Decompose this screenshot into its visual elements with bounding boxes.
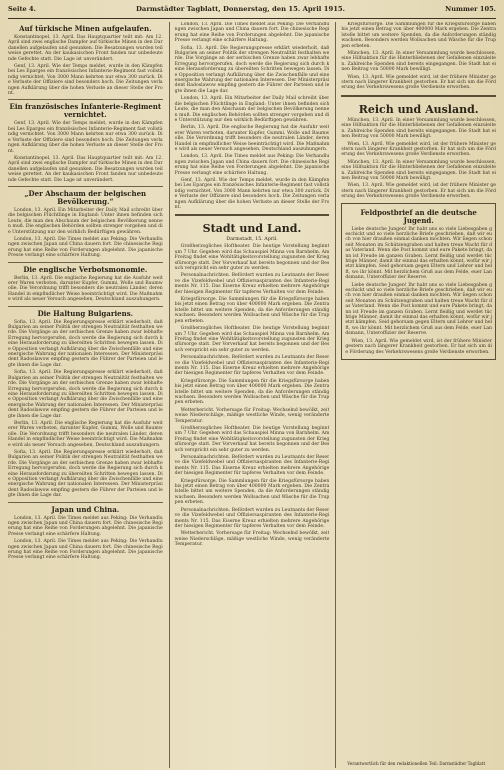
- article-text: Wien, 13. April. Wie gemeldet wird, ist der frühere Minister gestern nach längerer Krankheit gestorben. Er hat sich um die Förderung des Verkehrswesens große Verdienste erworben.: [341, 183, 497, 200]
- divider: [341, 95, 496, 97]
- imprint: Verantwortlich für den redaktionellen Teil: Darmstädter Tagblatt: [347, 761, 486, 766]
- masthead: [8, 5, 496, 19]
- article-text: Liebe deutsche Jungen! Ihr habt uns so viele Liebesgaben geschickt und so viele herzliche Briefe geschrieben, daß wir euch von hier draußen einmal danken möchten. Wir liegen schon seit Monaten im Schützengraben und halten treue Wacht für das Vaterland. Wenn die Post kommt und eure Pakete bringt, dann ist Freude im ganzen Graben. Lernt fleißig und werdet tüchtige Männer, damit ihr einmal das erhalten könnt, wofür wir jetzt kämpfen. Seid gehorsam gegen Eltern und Lehrer und helft, wo ihr könnt. Mit herzlichem Gruß aus dem Felde, euer Landsmann, Unteroffizier der Reserve.: [345, 226, 493, 281]
- divider: [8, 99, 163, 100]
- headline-belgian: „Der Abschaum der belgischen Bevölkerung.“: [24, 188, 147, 206]
- article-text: Berlin, 13. April. Die englische Regierung hat die Ausfuhr weiterer Waren verboten, darunter Kupfer, Gummi, Wolle und Baumwolle. Die Verordnung trifft besonders die neutralen Länder, deren Handel in empfindlicher Weise beeinträchtigt wird. Die Maßnahme wird als neuer Versuch angesehen, Deutschland auszuhungern.: [8, 420, 163, 448]
- article-text: München, 13. April. In einer Versammlung wurde beschlossen, eine Hilfsaktion für die Hinterbliebenen der Gefallenen einzuleiten. Zahlreiche Spenden sind bereits eingegangen. Die Stadt hat einen Beitrag von 50000 Mark bewilligt.: [341, 117, 497, 140]
- article-text: Konstantinopel, 13. April. Das Hauptquartier teilt mit: Am 12. April sind zwei englische Dampfer auf türkische Minen in den Dardanellen aufgelaufen und gesunken. Die Besatzungen wurden teilweise gerettet. An der kaukasischen Front fanden nur unbedeutende Gefechte statt. Die Lage ist unverändert.: [8, 35, 163, 62]
- article-text: Personalnachrichten. Befördert wurden zu Leutnants der Reserve die Vizefeldwebel und Offiziersaspiranten des Infanterie-Regiments Nr. 115. Das Eiserne Kreuz erhielten mehrere Angehörige der hiesigen Regimenter für tapferes Verhalten vor dem Feinde.: [174, 455, 330, 477]
- article-text: London, 13. April. Die Times meldet aus Peking: Die Verhandlungen zwischen Japan und China dauern fort. Die chinesische Regierung hat eine Reihe von Forderungen abgelehnt. Die japanische Presse verlangt eine schärfere Haltung.: [8, 515, 163, 537]
- article-text: Großherzogliches Hoftheater. Die heutige Vorstellung beginnt um 7 Uhr. Gegeben wird das Schauspiel Minna von Barnhelm. Am Freitag findet eine Wohltätigkeitsvorstellung zugunsten der Kriegsfürsorge statt. Der Vorverkauf hat bereits begonnen und der Besuch verspricht ein sehr guter zu werden.: [174, 326, 330, 353]
- article-text: Berlin, 13. April. Die englische Regierung hat die Ausfuhr weiterer Waren verboten, darunter Kupfer, Gummi, Wolle und Baumwolle. Die Verordnung trifft besonders die neutralen Länder, deren Handel in empfindlicher Weise beeinträchtigt wird. Die Maßnahme wird als neuer Versuch angesehen, Deutschland auszuhungern.: [174, 125, 330, 152]
- headline-regiment: Ein französisches Infanterie-Regiment vernichtet.: [9, 102, 162, 120]
- article-text: Sofia, 13. April. Die Regierungspresse erklärt wiederholt, daß Bulgarien an seiner Politik der strengen Neutralität festhalten werde. Die Vorgänge an der serbischen Grenze haben zwar lebhafte Erregung hervorgerufen, doch werde die Regierung sich durch keine Herausforderung zu übereilten Schritten bewegen lassen. Die Opposition verlangt Aufklärung über die Zwischenfälle und eine energische Wahrung der nationalen Interessen. Der Ministerpräsident Radoslawow empfing gestern die Führer der Parteien und legte ihnen die Lage dar.: [8, 449, 163, 499]
- article-text: Wien, 13. April. Wie gemeldet wird, ist der frühere Minister gestern nach längerer Krankheit gestorben. Er hat sich um die Förderung des Verkehrswesens große Verdienste erworben.: [341, 141, 497, 158]
- article-text: Sofia, 13. April. Die Regierungspresse erklärt wiederholt, daß Bulgarien an seiner Politik der strengen Neutralität festhalten werde. Die Vorgänge an der serbischen Grenze haben zwar lebhafte Erregung hervorgerufen, doch werde die Regierung sich durch keine Herausforderung zu übereilten Schritten bewegen lassen. Die Opposition verlangt Aufklärung über die Zwischenfälle und eine energische Wahrung der nationalen Interessen. Der Ministerpräsident Radoslawow empfing gestern die Führer der Parteien und legte ihnen die Lage dar.: [8, 319, 163, 368]
- article-text: London, 13. April. Ein Mitarbeiter der Daily Mail schreibt über die belgischen Flüchtlinge in England: Unter ihnen befinden sich Leute, die man den Abschaum der belgischen Bevölkerung nennen muß. Die englischen Behörden sollten strenger vorgehen und die Unterstützung nur den wirklich Bedürftigen gewähren.: [174, 96, 330, 123]
- article-text: Personalnachrichten. Befördert wurden zu Leutnants der Reserve die Vizefeldwebel und Offiziersaspiranten des Infanterie-Regiments Nr. 115. Das Eiserne Kreuz erhielten mehrere Angehörige der hiesigen Regimenter für tapferes Verhalten vor dem Feinde.: [174, 273, 330, 295]
- divider: [8, 262, 163, 263]
- headline-bulgaria: Die Haltung Bulgariens.: [37, 308, 134, 318]
- divider: [8, 186, 163, 187]
- issue-number: Nummer 105.: [445, 5, 496, 13]
- article-text: London, 13. April. Die Times meldet aus Peking: Die Verhandlungen zwischen Japan und China dauern fort. Die chinesische Regierung hat eine Reihe von Forderungen abgelehnt. Die japanische Presse verlangt eine schärfere Haltung.: [8, 539, 163, 561]
- article-text: London, 13. April. Die Times meldet aus Peking: Die Verhandlungen zwischen Japan und China dauern fort. Die chinesische Regierung hat eine Reihe von Forderungen abgelehnt. Die japanische Presse verlangt eine schärfere Haltung.: [174, 154, 330, 176]
- article-text: Sofia, 13. April. Die Regierungspresse erklärt wiederholt, daß Bulgarien an seiner Politik der strengen Neutralität festhalten werde. Die Vorgänge an der serbischen Grenze haben zwar lebhafte Erregung hervorgerufen, doch werde die Regierung sich durch keine Herausforderung zu übereilten Schritten bewegen lassen. Die Opposition verlangt Aufklärung über die Zwischenfälle und eine energische Wahrung der nationalen Interessen. Der Ministerpräsident Radoslawow empfing gestern die Führer der Parteien und legte ihnen die Lage dar.: [174, 45, 330, 94]
- article-text: Genf, 13. April. Wie der Temps meldet, wurde in den Kämpfen bei Les Eparges ein französisches Infanterie-Regiment fast vollständig vernichtet. Von 3000 Mann kehrten nur etwa 300 zurück. Die Verluste der Offiziere sind besonders hoch. Die Zeitungen verlangen Aufklärung über die hohen Verluste an dieser Stelle der Front.: [174, 177, 330, 210]
- section-heading-reich-und-ausland: Reich und Ausland.: [358, 102, 479, 116]
- article-text: Kriegsfürsorge. Die Sammlungen für die Kriegsfürsorge haben bis jetzt einen Betrag von über 400000 Mark ergeben. Die Zentralstelle bittet um weitere Spenden, da die Anforderungen ständig wachsen. Besonders werden Wollsachen und Wäsche für die Truppen erbeten.: [174, 378, 330, 406]
- article-text: Personalnachrichten. Befördert wurden zu Leutnants der Reserve die Vizefeldwebel und Offiziersaspiranten des Infanterie-Regiments Nr. 115. Das Eiserne Kreuz erhielten mehrere Angehörige der hiesigen Regimenter für tapferes Verhalten vor dem Feinde.: [174, 355, 330, 377]
- article-text: Wetterbericht. Vorhersage für Freitag: Wechselnd bewölkt, zeitweise Niederschläge, mäßige westliche Winde, wenig veränderte Temperatur.: [174, 407, 330, 424]
- article-text: Kriegsfürsorge. Die Sammlungen für die Kriegsfürsorge haben bis jetzt einen Betrag von über 400000 Mark ergeben. Die Zentralstelle bittet um weitere Spenden, da die Anforderungen ständig wachsen. Besonders werden Wollsachen und Wäsche für die Truppen erbeten.: [174, 297, 330, 324]
- divider: [8, 502, 163, 503]
- article-text: Kriegsfürsorge. Die Sammlungen für die Kriegsfürsorge haben bis jetzt einen Betrag von über 400000 Mark ergeben. Die Zentralstelle bittet um weitere Spenden, da die Anforderungen ständig wachsen. Besonders werden Wollsachen und Wäsche für die Truppen erbeten.: [174, 478, 330, 506]
- article-text: Berlin, 13. April. Die englische Regierung hat die Ausfuhr weiterer Waren verboten, darunter Kupfer, Gummi, Wolle und Baumwolle. Die Verordnung trifft besonders die neutralen Länder, deren Handel in empfindlicher Weise beeinträchtigt wird. Die Maßnahme wird als neuer Versuch angesehen, Deutschland auszuhungern.: [8, 275, 163, 303]
- article-text: London, 13. April. Die Times meldet aus Peking: Die Verhandlungen zwischen Japan und China dauern fort. Die chinesische Regierung hat eine Reihe von Forderungen abgelehnt. Die japanische Presse verlangt eine schärfere Haltung.: [174, 22, 330, 44]
- column-2: [169, 22, 330, 768]
- dateline: Darmstadt, 15. April.: [226, 237, 278, 243]
- article-text: London, 13. April. Die Times meldet aus Peking: Die Verhandlungen zwischen Japan und China dauern fort. Die chinesische Regierung hat eine Reihe von Forderungen abgelehnt. Die japanische Presse verlangt eine schärfere Haltung.: [8, 236, 163, 259]
- article-text: Wetterbericht. Vorhersage für Freitag: Wechselnd bewölkt, zeitweise Niederschläge, mäßige westliche Winde, wenig veränderte Temperatur.: [174, 531, 330, 548]
- article-text: Kriegsfürsorge. Die Sammlungen für die Kriegsfürsorge haben bis jetzt einen Betrag von über 400000 Mark ergeben. Die Zentralstelle bittet um weitere Spenden, da die Anforderungen ständig wachsen. Besonders werden Wollsachen und Wäsche für die Truppen erbeten.: [341, 22, 497, 49]
- article-text: München, 13. April. In einer Versammlung wurde beschlossen, eine Hilfsaktion für die Hinterbliebenen der Gefallenen einzuleiten. Zahlreiche Spenden sind bereits eingegangen. Die Stadt hat einen Beitrag von 50000 Mark bewilligt.: [341, 51, 497, 73]
- article-text: Genf, 13. April. Wie der Temps meldet, wurde in den Kämpfen bei Les Eparges ein französisches Infanterie-Regiment fast vollständig vernichtet. Von 3000 Mann kehrten nur etwa 300 zurück. Die Verluste der Offiziere sind besonders hoch. Die Zeitungen verlangen Aufklärung über die hohen Verluste an dieser Stelle der Front.: [8, 121, 163, 154]
- article-text: Personalnachrichten. Befördert wurden zu Leutnants der Reserve die Vizefeldwebel und Offiziersaspiranten des Infanterie-Regiments Nr. 115. Das Eiserne Kreuz erhielten mehrere Angehörige der hiesigen Regimenter für tapferes Verhalten vor dem Feinde.: [174, 507, 330, 529]
- divider: [8, 306, 163, 307]
- column-3: [335, 22, 496, 768]
- article-text: Sofia, 13. April. Die Regierungspresse erklärt wiederholt, daß Bulgarien an seiner Politik der strengen Neutralität festhalten werde. Die Vorgänge an der serbischen Grenze haben zwar lebhafte Erregung hervorgerufen, doch werde die Regierung sich durch keine Herausforderung zu übereilten Schritten bewegen lassen. Die Opposition verlangt Aufklärung über die Zwischenfälle und eine energische Wahrung der nationalen Interessen. Der Ministerpräsident Radoslawow empfing gestern die Führer der Parteien und legte ihnen die Lage dar.: [8, 370, 163, 419]
- article-text: Konstantinopel, 13. April. Das Hauptquartier teilt mit: Am 12. April sind zwei englische Dampfer auf türkische Minen in den Dardanellen aufgelaufen und gesunken. Die Besatzungen wurden teilweise gerettet. An der kaukasischen Front fanden nur unbedeutende Gefechte statt. Die Lage ist unverändert.: [8, 155, 163, 183]
- headline-japan-china: Japan und China.: [51, 504, 120, 514]
- article-text: Liebe deutsche Jungen! Ihr habt uns so viele Liebesgaben geschickt und so viele herzliche Briefe geschrieben, daß wir euch von hier draußen einmal danken möchten. Wir liegen schon seit Monaten im Schützengraben und halten treue Wacht für das Vaterland. Wenn die Post kommt und eure Pakete bringt, dann ist Freude im ganzen Graben. Lernt fleißig und werdet tüchtige Männer, damit ihr einmal das erhalten könnt, wofür wir jetzt kämpfen. Seid gehorsam gegen Eltern und Lehrer und helft, wo ihr könnt. Mit herzlichem Gruß aus dem Felde, euer Landsmann, Unteroffizier der Reserve.: [345, 282, 493, 337]
- headline-turkish-mines: Auf türkische Minen aufgelaufen.: [19, 24, 152, 33]
- article-text: Großherzogliches Hoftheater. Die heutige Vorstellung beginnt um 7 Uhr. Gegeben wird das Schauspiel Minna von Barnhelm. Am Freitag findet eine Wohltätigkeitsvorstellung zugunsten der Kriegsfürsorge statt. Der Vorverkauf hat bereits begonnen und der Besuch verspricht ein sehr guter zu werden.: [174, 426, 330, 453]
- page-number: Seite 4.: [8, 5, 36, 13]
- article-text: Großherzogliches Hoftheater. Die heutige Vorstellung beginnt um 7 Uhr. Gegeben wird das Schauspiel Minna von Barnhelm. Am Freitag findet eine Wohltätigkeitsvorstellung zugunsten der Kriegsfürsorge statt. Der Vorverkauf hat bereits begonnen und der Besuch verspricht ein sehr guter zu werden.: [174, 244, 330, 272]
- article-text: London, 13. April. Ein Mitarbeiter der Daily Mail schreibt über die belgischen Flüchtlinge in England: Unter ihnen befinden sich Leute, die man den Abschaum der belgischen Bevölkerung nennen muß. Die englischen Behörden sollten strenger vorgehen und die Unterstützung nur den wirklich Bedürftigen gewähren.: [8, 207, 163, 235]
- section-heading-stadt-und-land: Stadt und Land.: [202, 222, 302, 236]
- feldpost-box: [341, 203, 496, 360]
- column-1: [8, 22, 163, 768]
- article-text: München, 13. April. In einer Versammlung wurde beschlossen, eine Hilfsaktion für die Hinterbliebenen der Gefallenen einzuleiten. Zahlreiche Spenden sind bereits eingegangen. Die Stadt hat einen Beitrag von 50000 Mark bewilligt.: [341, 159, 497, 181]
- newspaper-title: Darmstädter Tagblatt, Donnerstag, den 15. April 1915.: [136, 5, 346, 13]
- article-text: Genf, 13. April. Wie der Temps meldet, wurde in den Kämpfen bei Les Eparges ein französisches Infanterie-Regiment fast vollständig vernichtet. Von 3000 Mann kehrten nur etwa 300 zurück. Die Verluste der Offiziere sind besonders hoch. Die Zeitungen verlangen Aufklärung über die hohen Verluste an dieser Stelle der Front.: [8, 64, 163, 97]
- article-text: Wien, 13. April. Wie gemeldet wird, ist der frühere Minister gestern nach längerer Krankheit gestorben. Er hat sich um die Förderung des Verkehrswesens große Verdienste erworben.: [345, 338, 493, 355]
- headline-feldpostbrief: Feldpostbrief an die deutsche Jugend.: [360, 207, 477, 225]
- headline-english: Die englische Verbotsmonomie.: [23, 264, 148, 274]
- divider: [175, 214, 330, 216]
- article-text: Wien, 13. April. Wie gemeldet wird, ist der frühere Minister gestern nach längerer Krankheit gestorben. Er hat sich um die Förderung des Verkehrswesens große Verdienste erworben.: [341, 74, 497, 91]
